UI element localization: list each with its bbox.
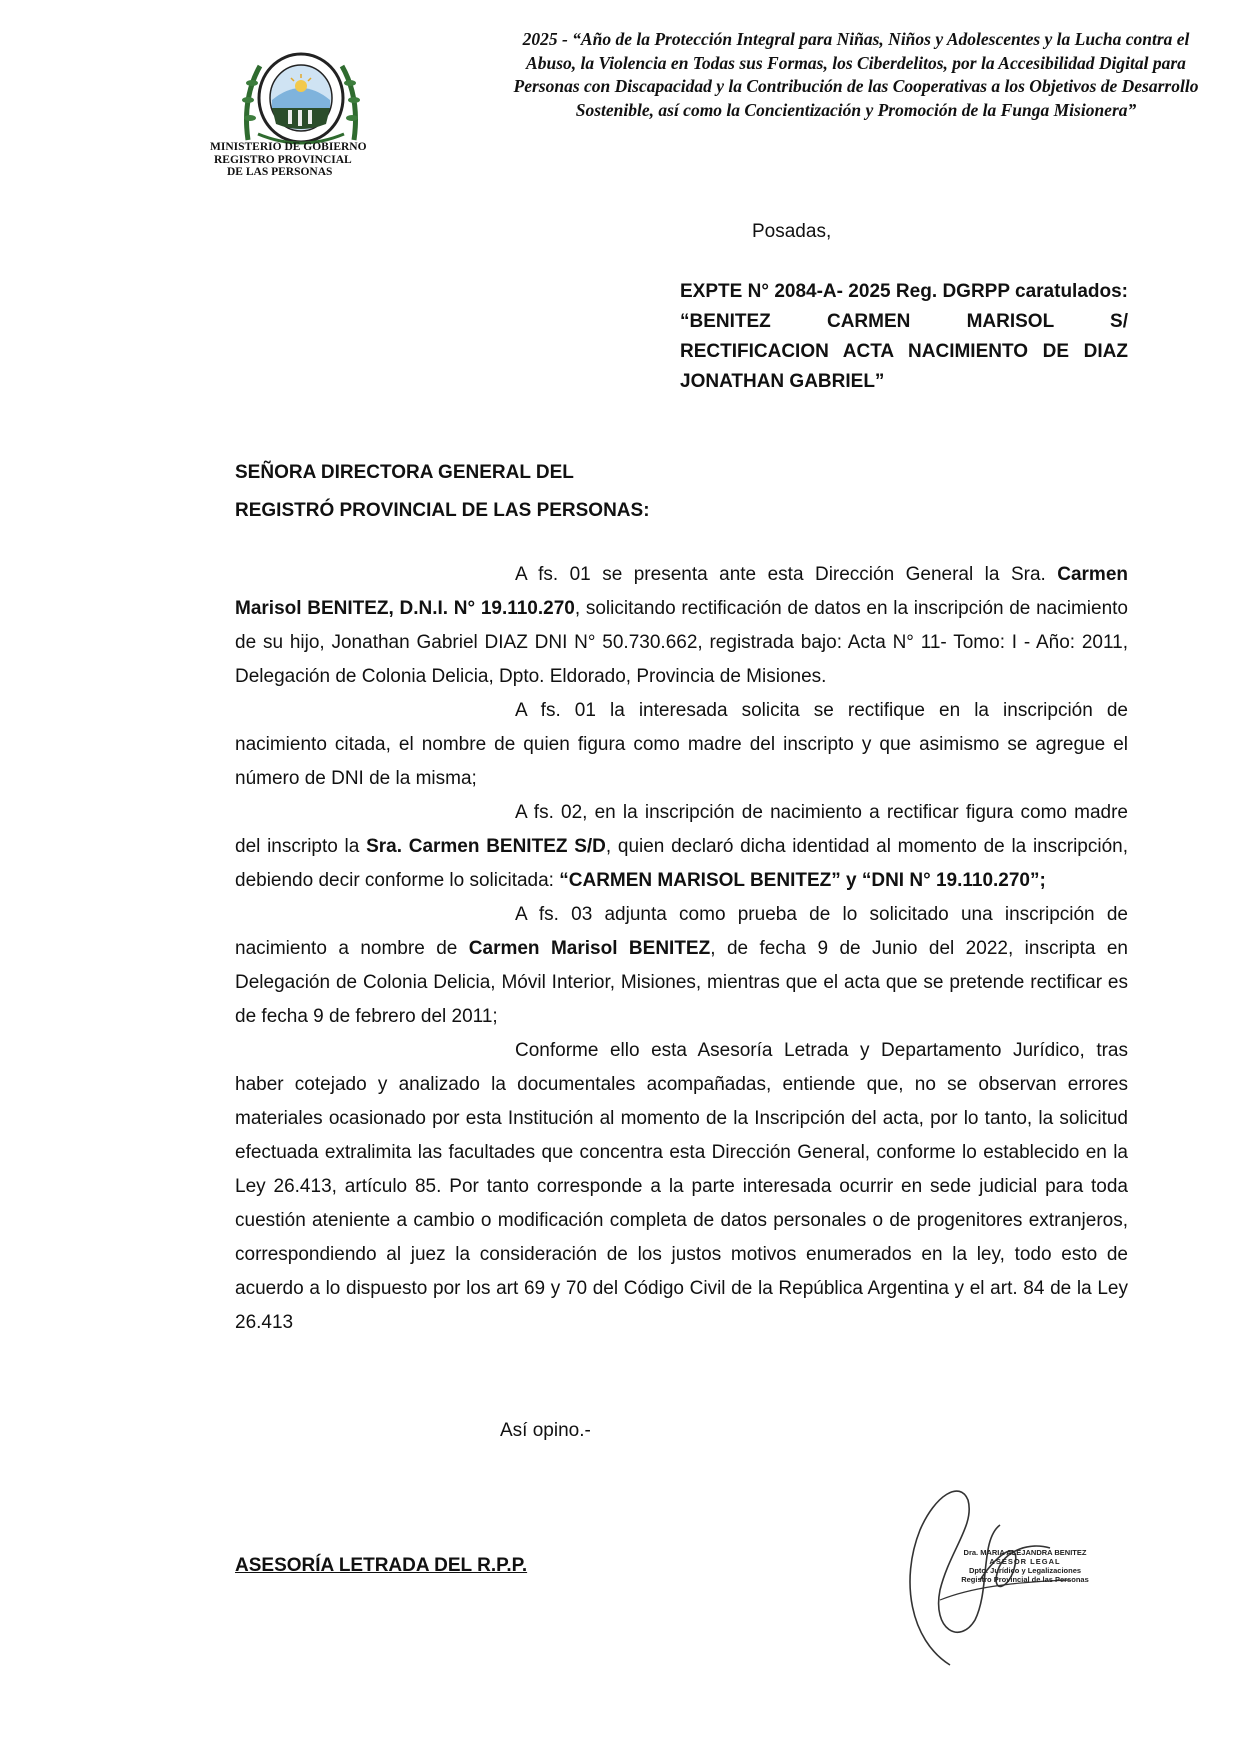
addressee-line: REGISTRÓ PROVINCIAL DE LAS PERSONAS: bbox=[235, 500, 650, 521]
ministry-line: MINISTERIO DE GOBIERNO bbox=[210, 141, 367, 153]
paragraph: A fs. 03 adjunta como prueba de lo solicitado una inscripción de nacimiento a nombre de Carmen Marisol BENITEZ, de fecha 9 de Junio del 2022, inscripta en Delegación de Colonia Delicia, Móvil Interior, Misiones, mientras que el acta que se pretende rectificar es de fecha 9 de febrero del 2011; bbox=[235, 904, 1128, 1027]
paragraph: A fs. 01 la interesada solicita se rectifique en la inscripción de nacimiento citada, el nombre de quien figura como madre del inscripto y que asimismo se agregue el número de DNI de la misma; bbox=[235, 700, 1128, 789]
ministry-heading bbox=[210, 141, 390, 179]
stamp-line: Dra. MARIA ALEJANDRA BENITEZ bbox=[963, 1548, 1087, 1557]
provincial-seal-icon bbox=[238, 48, 364, 148]
paragraph: A fs. 01 se presenta ante esta Dirección General la Sra. Carmen Marisol BENITEZ, D.N.I. N° 19.110.270, solicitando rectificación de datos en la inscripción de nacimiento de su hijo, Jonathan Gabriel DIAZ DNI N° 50.730.662, registrada bajo: Acta N° 11- Tomo: I - Año: 2011, Delegación de Colonia Delicia, Dpto. Eldorado, Provincia de Misiones. bbox=[235, 564, 1128, 687]
paragraph: A fs. 02, en la inscripción de nacimiento a rectificar figura como madre del inscripto la Sra. Carmen BENITEZ S/D, quien declaró dicha identidad al momento de la inscripción, debiendo decir conforme lo solicitada: “CARMEN MARISOL BENITEZ” y “DNI N° 19.110.270”; bbox=[235, 802, 1128, 891]
stamp-line: ASESOR LEGAL bbox=[989, 1557, 1061, 1566]
case-reference: EXPTE N° 2084-A- 2025 Reg. DGRPP caratulados: “BENITEZ CARMEN MARISOL S/ RECTIFICACION ACTA NACIMIENTO DE DIAZ JONATHAN GABRIEL” bbox=[680, 281, 1128, 392]
paragraph: Conforme ello esta Asesoría Letrada y Departamento Jurídico, tras haber cotejado y analizado la documentales acompañadas, entiende que, no se observan errores materiales ocasionado por esta Institución al momento de la Inscripción del acta, por lo tanto, la solicitud efectuada extralimita las facultades que concentra esta Dirección General, conforme lo establecido en la Ley 26.413, artículo 85. Por tanto corresponde a la parte interesada ocurrir en sede judicial para toda cuestión ateniente a cambio o modificación completa de datos personales o de progenitores extranjeros, correspondiendo al juez la consideración de los justos motivos enumerados en la ley, todo esto de acuerdo a lo dispuesto por los art 69 y 70 del Código Civil de la República Argentina y el art. 84 de la Ley 26.413 bbox=[235, 1040, 1128, 1333]
signature-stamp bbox=[930, 1548, 1120, 1584]
closing-phrase: Así opino.- bbox=[500, 1420, 591, 1441]
ministry-line: REGISTRO PROVINCIAL bbox=[214, 153, 352, 166]
signer-office: ASESORÍA LETRADA DEL R.P.P. bbox=[235, 1555, 528, 1576]
place-date: Posadas, bbox=[752, 221, 832, 242]
stamp-line: Registro Provincial de las Personas bbox=[961, 1575, 1089, 1584]
stamp-line: Dpto. Jurídico y Legalizaciones bbox=[968, 1566, 1082, 1575]
legal-opinion-body bbox=[235, 558, 1128, 1340]
year-motto: 2025 - “Año de la Protección Integral para Niñas, Niños y Adolescentes y la Lucha contra el Abuso, la Violencia en Todas sus Formas, los Ciberdelitos, por la Accesibilidad Digital para Personas con Discapacidad y la Contribución de las Cooperativas a los Objetivos de Desarrollo Sostenible, así como la Concientización y Promoción de la Funga Misionera” bbox=[513, 29, 1199, 120]
addressee bbox=[235, 454, 835, 530]
ministry-line: DE LAS PERSONAS bbox=[227, 166, 333, 178]
addressee-line: SEÑORA DIRECTORA GENERAL DEL bbox=[235, 462, 574, 483]
